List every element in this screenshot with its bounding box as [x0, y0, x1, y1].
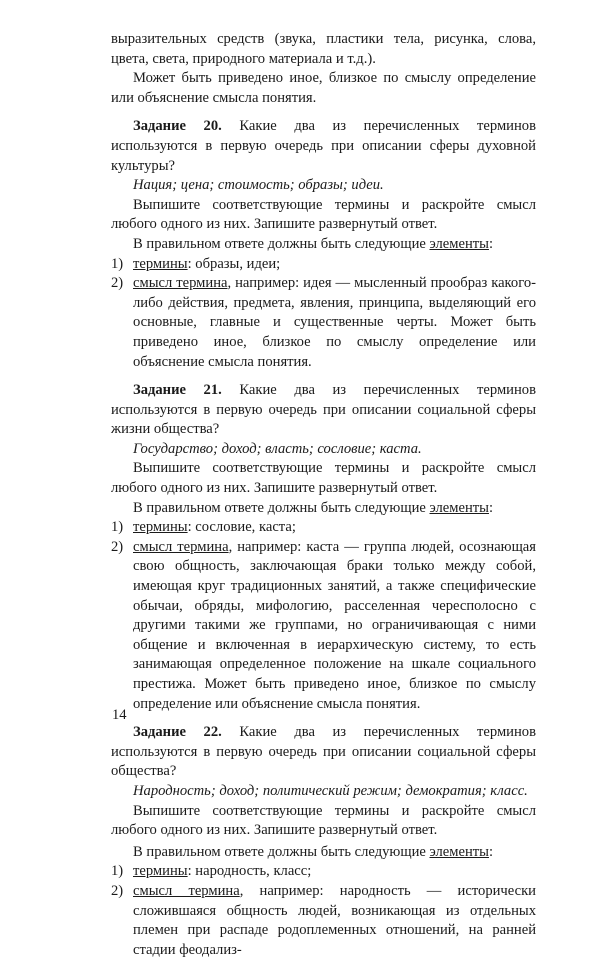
task-question [111, 381, 536, 440]
answer-item-meaning: 2) смысл термина, например: идея — мысленный прообраз какого-либо действия, предмета, явления, принципа, выделяющий его основные, главные и существенные черты. Может быть приведено иное, близкое по смыслу определение или объяснение смысла понятия. [111, 275, 536, 370]
task-title: Задание 20. [133, 118, 222, 135]
answer-item-meaning: 2) смысл термина, например: каста — группа людей, осознающая свою общность, заключающая браки только между собой, имеющая круг традиционных занятий, а также специфические обычаи, обряды, мифологию, расселенная чересполосно с другими такими же группами, но ограничивающая с ними общение и включенная в иерархическую систему, то есть занимающая определенное положение на шкале социального престижа. Может быть приведено иное, близкое по смыслу определение или объяснение смысла понятия. [111, 538, 536, 712]
answer-intro: В правильном ответе должны быть следующие элементы: [133, 499, 494, 516]
answer-item-terms: 1) термины: народность, класс; [111, 863, 312, 880]
answer-item-terms: 1) термины: образы, идеи; [111, 255, 281, 272]
page-content [111, 30, 536, 960]
task-question [111, 117, 536, 176]
intro-note: Может быть приведено иное, близкое по смыслу определение или объяснение смысла понятия. [111, 70, 536, 106]
answer-item-meaning: 2) смысл термина, например: народность — исторически сложившаяся общность людей, возникающая из отдельных племен при распаде родоплеменных отношений, на ранней стадии феодализ- [111, 882, 536, 958]
page-number: 14 [112, 707, 127, 723]
intro-continuation: выразительных средств (звука, пластики тела, рисунка, слова, цвета, света, природного материала и т.д.). [111, 31, 536, 67]
task-terms: Народность; доход; политический режим; демократия; класс. [133, 782, 528, 799]
task-22 [111, 723, 536, 960]
task-instruction: Выпишите соответствующие термины и раскройте смысл любого одного из них. Запишите развернутый ответ. [111, 196, 536, 233]
answer-intro: В правильном ответе должны быть следующие элементы: [133, 843, 494, 860]
task-title: Задание 22. [133, 724, 222, 741]
task-question [111, 723, 536, 782]
answer-item-terms: 1) термины: сословие, каста; [111, 519, 296, 536]
task-terms: Нация; цена; стоимость; образы; идеи. [133, 177, 384, 194]
task-question-text: Какие два из перечисленных терминов используются в первую очередь при описании социальной сферы общества? [111, 724, 536, 780]
task-question-text: Какие два из перечисленных терминов используются в первую очередь при описании социальной сферы жизни общества? [111, 382, 536, 438]
task-question-text: Какие два из перечисленных терминов используются в первую очередь при описании сферы духовной культуры? [111, 118, 536, 174]
task-instruction: Выпишите соответствующие термины и раскройте смысл любого одного из них. Запишите развернутый ответ. [111, 460, 536, 497]
task-terms: Государство; доход; власть; сословие; каста. [133, 440, 422, 457]
task-title: Задание 21. [133, 382, 222, 399]
task-21 [111, 381, 536, 714]
task-20 [111, 117, 536, 372]
task-instruction: Выпишите соответствующие термины и раскройте смысл любого одного из них. Запишите развернутый ответ. [111, 802, 536, 839]
answer-intro: В правильном ответе должны быть следующие элементы: [133, 235, 494, 252]
